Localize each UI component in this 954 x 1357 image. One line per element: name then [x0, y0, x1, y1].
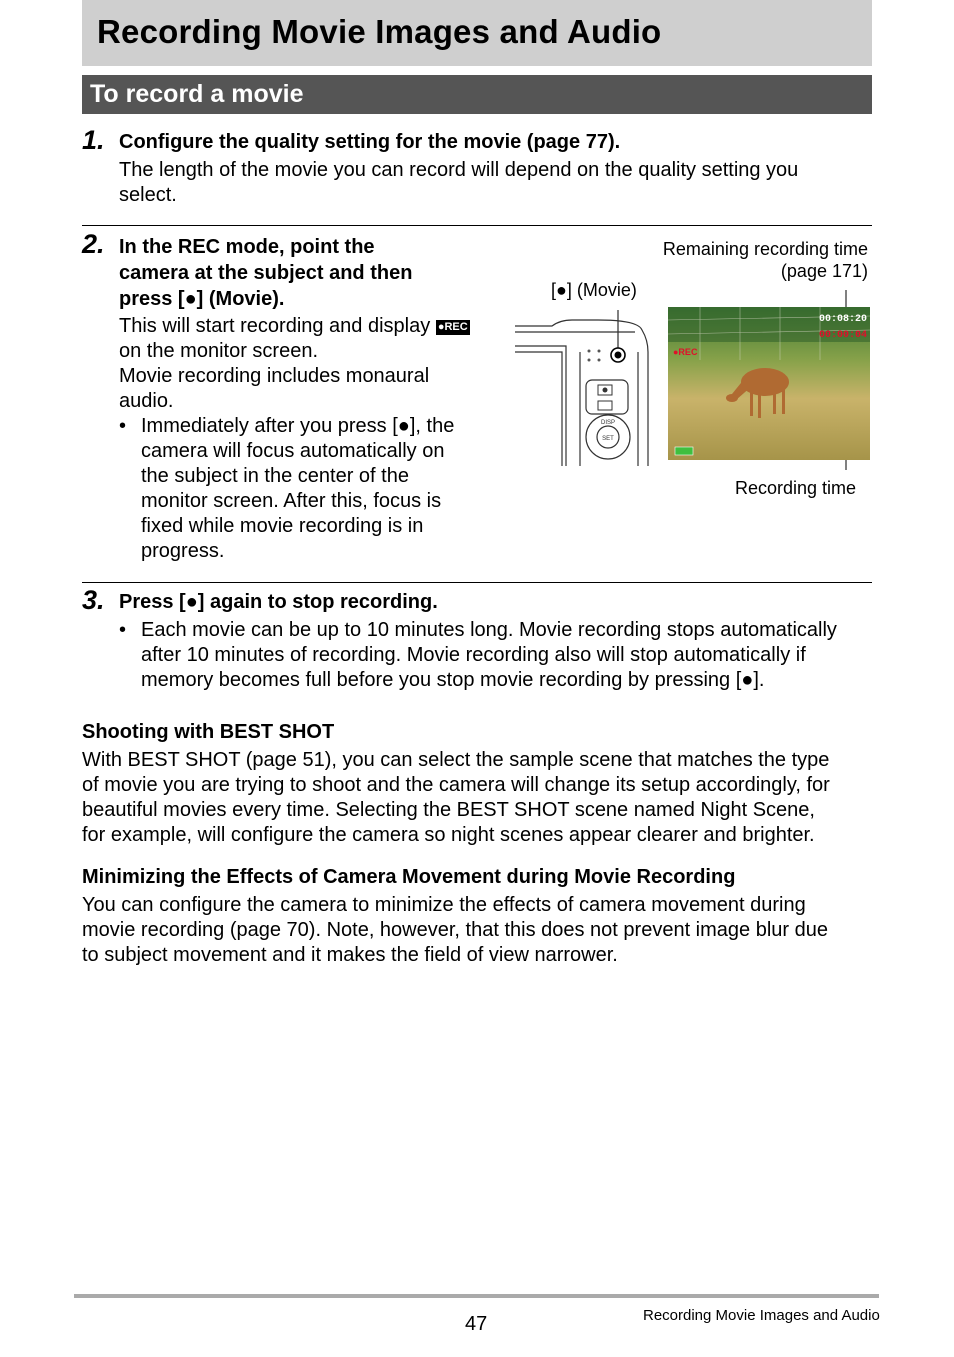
movie-button-dot [615, 352, 622, 359]
callout-line: Remaining recording time [662, 239, 868, 259]
step-2-body-line [119, 314, 470, 339]
bullet-line: progress. [141, 540, 225, 562]
footer-title: Recording Movie Images and Audio [643, 1307, 880, 1324]
body-line: beautiful movies every time. Selecting the BEST SHOT scene named Night Scene, [82, 799, 815, 821]
section-title: To record a movie [90, 80, 304, 108]
battery-icon [675, 447, 693, 455]
movement-heading: Minimizing the Effects of Camera Movement during Movie Recording [82, 866, 736, 888]
camera-icon-lens [603, 388, 608, 393]
step-3-heading: Press [●] again to stop recording. [119, 591, 438, 613]
rec-indicator: ●REC [673, 347, 698, 357]
camera-back [515, 320, 648, 466]
callout-movie-button: [●] (Movie) [551, 280, 637, 300]
step-2-body-line: audio. [119, 390, 174, 412]
bullet-mark: • [119, 619, 127, 641]
camera-mode-dots [588, 350, 601, 362]
step-1-heading: Configure the quality setting for the movie (page 77). [119, 131, 621, 153]
recording-time-display: 00:00:04 [818, 330, 867, 341]
step-2-heading-line: camera at the subject and then [119, 262, 413, 284]
page-number: 47 [465, 1313, 488, 1335]
step-1-number: 1. [82, 125, 105, 155]
step-2-body-line: on the monitor screen. [119, 340, 318, 362]
bullet-line: monitor screen. After this, focus is [141, 490, 442, 512]
callout-remaining-time [663, 238, 868, 282]
step-3-bullet [119, 618, 879, 698]
best-shot-heading: Shooting with BEST SHOT [82, 721, 335, 743]
bullet-line: memory becomes full before you stop movie recording by pressing [●]. [141, 669, 765, 691]
step-1-body [119, 158, 798, 208]
bullet-line: fixed while movie recording is in [141, 515, 424, 537]
callout-line: (page 171) [780, 261, 868, 281]
divider [82, 225, 872, 226]
movement-body [82, 893, 828, 968]
title-bar [82, 0, 872, 66]
step-1-body-line: The length of the movie you can record will depend on the quality setting you [119, 159, 799, 181]
bullet-line: Each movie can be up to 10 minutes long. Movie recording stops automatically [141, 619, 837, 641]
rec-icon: ●REC [437, 321, 468, 333]
body-line: movie recording (page 70). Note, however, that this does not prevent image blur due [82, 919, 828, 941]
body-line: to subject movement and it makes the field of view narrower. [82, 944, 618, 966]
bullet-line: after 10 minutes of recording. Movie recording also will stop automatically if [141, 644, 806, 666]
section-bar [82, 75, 872, 114]
body-line: You can configure the camera to minimize the effects of camera movement during [82, 894, 806, 916]
bullet-line: the subject in the center of the [141, 465, 409, 487]
step-2-number: 2. [82, 229, 105, 259]
play-icon [598, 401, 612, 410]
divider [82, 582, 872, 583]
best-shot-body [82, 748, 830, 848]
step-2-body [119, 314, 470, 414]
set-label: SET [602, 436, 614, 442]
step-3-number: 3. [82, 585, 105, 615]
step-2-heading-line: press [●] (Movie). [119, 288, 285, 310]
bullet-line: Immediately after you press [●], the [141, 415, 455, 437]
body-line: With BEST SHOT (page 51), you can select the sample scene that matches the type [82, 749, 830, 771]
step-2-heading [119, 234, 412, 312]
bullet-mark: • [119, 415, 127, 437]
bullet-text [141, 618, 837, 693]
bullet-line: camera will focus automatically on [141, 440, 445, 462]
body-line: of movie you are trying to shoot and the camera will change its setup accordingly, for [82, 774, 830, 796]
body-line: for example, will configure the camera so night scenes appear clearer and brighter. [82, 824, 815, 846]
callout-recording-time: Recording time [735, 478, 857, 498]
step-2-body-text: This will start recording and display [119, 315, 431, 337]
footer-rule [74, 1294, 879, 1298]
disp-label: DISP [600, 420, 616, 426]
step-2-body-line: Movie recording includes monaural [119, 365, 430, 387]
page-title: Recording Movie Images and Audio [97, 13, 662, 50]
step-2-heading-line: In the REC mode, point the [119, 236, 375, 258]
monitor-screen [668, 307, 870, 460]
camera-illustration [510, 290, 872, 470]
step-2-bullet [119, 414, 489, 574]
step-1-body-line: select. [119, 184, 177, 206]
remaining-time-display: 00:08:20 [818, 314, 867, 325]
bullet-text [141, 414, 454, 564]
